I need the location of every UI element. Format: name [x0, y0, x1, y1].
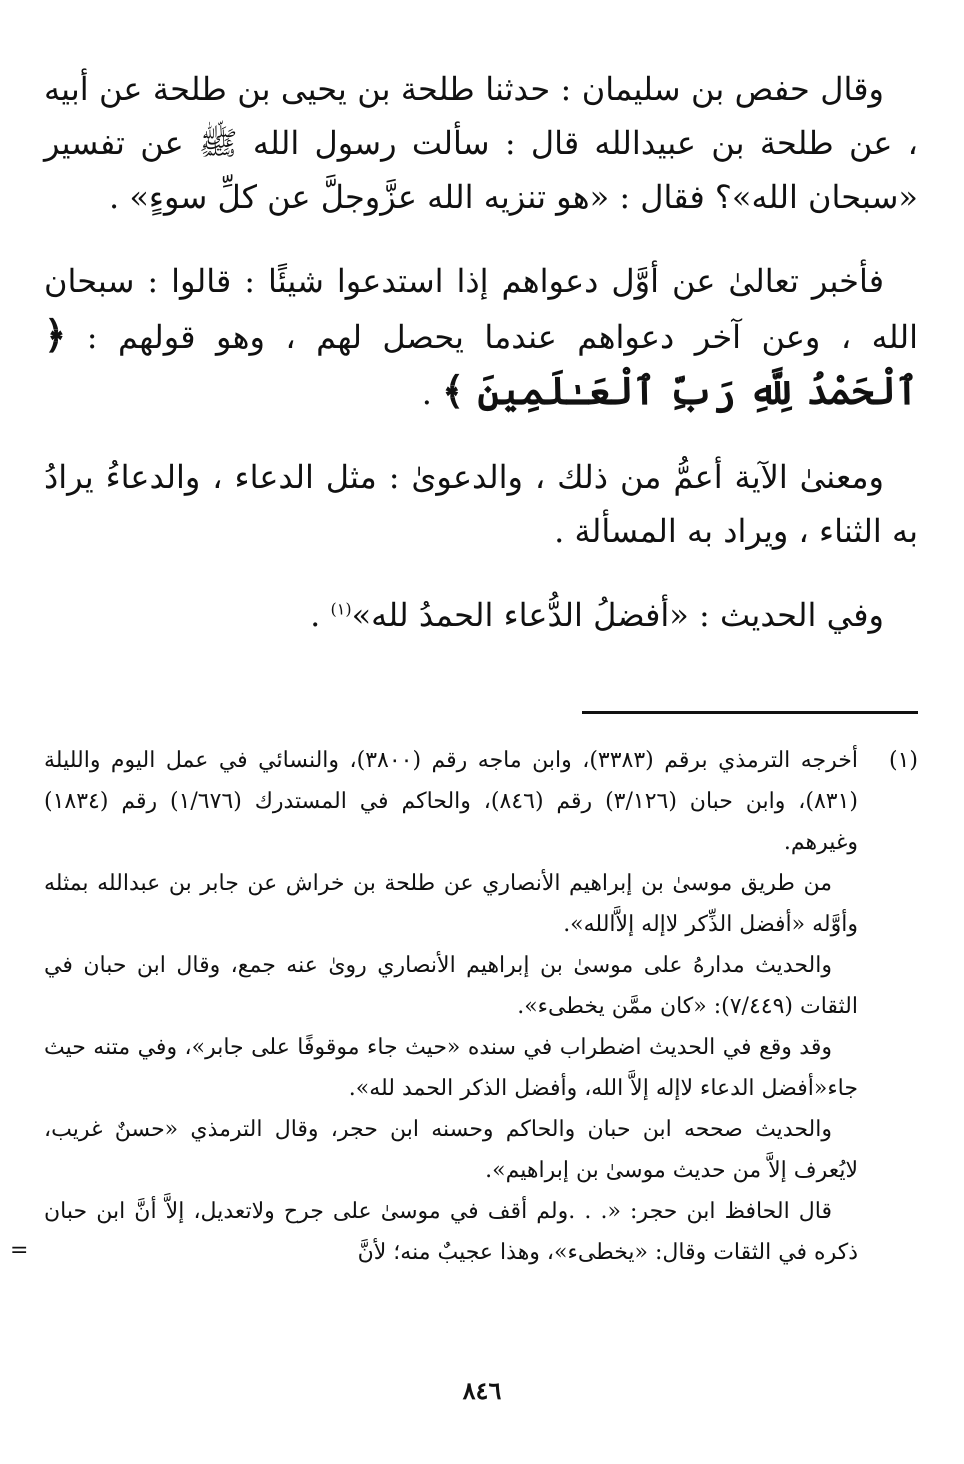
paragraph-dawahum	[44, 254, 918, 420]
paragraph-meaning: ومعنىٰ الآية أعمُّ من ذلك ، والدعوىٰ : مثل الدعاء ، والدعاءُ يرادُ به الثناء ، ويراد به المسألة .	[44, 458, 918, 550]
footnote-1	[10, 740, 918, 1273]
footnote-paragraph-tashih: والحديث صححه ابن حبان والحاكم وحسنه ابن حجر، وقال الترمذي «حسنٌ غريب، لايُعرف إلاَّ من حديث موسىٰ بن إبراهيم».	[44, 1117, 858, 1183]
footnote-paragraph-madar: والحديث مدارهُ على موسىٰ بن إبراهيم الأنصاري روىٰ عنه جمع، وقال ابن حبان في الثقات (٧/٤٤٩): «كان ممَّن يخطىء».	[44, 953, 858, 1019]
page-number: ٨٤٦	[462, 1376, 502, 1405]
footnote-separator-rule	[582, 711, 918, 714]
footnote-paragraph-idtirab: وقد وقع في الحديث اضطراب في سنده «حيث جاء موقوفًا على جابر»، وفي متنه حيث جاء«أفضل الدعاء لاإله إلاَّ الله، وأفضل الذكر الحمد لله».	[44, 1035, 858, 1101]
verse-end-punct: .	[421, 374, 443, 412]
footnote-ref: (١)	[330, 599, 352, 619]
continuation-mark: =	[10, 1238, 29, 1263]
paragraph-hafs-narration: وقال حفص بن سليمان : حدثنا طلحة بن يحيى بن طلحة عن أبيه ، عن طلحة بن عبيدالله قال : سألت رسول الله ﷺ عن تفسير «سبحان الله»؟ فقال : «هو تنزيه الله عزَّوجلَّ عن كلِّ سوءٍ» .	[44, 70, 918, 216]
footnote-paragraph-tariq: من طريق موسىٰ بن إبراهيم الأنصاري عن طلحة بن خراش عن جابر بن عبدالله بمثله وأوَّله «أفضل الذِّكر لاإله إلاَّالله».	[44, 871, 858, 937]
quran-verse: ﴿ ٱلْحَمْدُ لِلَّهِ رَبِّ ٱلْعَـٰلَمِينَ ﴾	[44, 312, 918, 413]
footnote-paragraph-ibn-hajar: قال الحافظ ابن حجر: «. . .ولم أقف في موسىٰ على جرح ولاتعديل، إلاَّ أنَّ ابن حبان ذكره في الثقات وقال: «يخطىء»، وهذا عجيبٌ منه؛ لأنَّ	[44, 1199, 858, 1265]
hadith-text: وفي الحديث : «أفضلُ الدُّعاء الحمدُ لله»	[351, 596, 884, 634]
footnote-number: (١)	[888, 748, 918, 773]
paragraph-hadith	[44, 588, 918, 642]
paragraph-dawahum-text: فأخبر تعالىٰ عن أوَّل دعواهم إذا استدعوا شيئًا : قالوا : سبحان الله ، وعن آخر دعواهم عندما يحصل لهم ، وهو قولهم :	[44, 262, 919, 356]
footnotes-section	[10, 740, 918, 1273]
hadith-end-punct: .	[310, 596, 331, 634]
main-text	[44, 62, 918, 642]
footnote-paragraph-takhrij: أخرجه الترمذي برقم (٣٣٨٣)، وابن ماجه رقم (٣٨٠٠)، والنسائي في عمل اليوم والليلة (٨٣١)، وابن حبان (٣/١٢٦) رقم (٨٤٦)، والحاكم في المستدرك (١/٦٧٦) رقم (١٨٣٤) وغيرهم.	[44, 748, 859, 855]
